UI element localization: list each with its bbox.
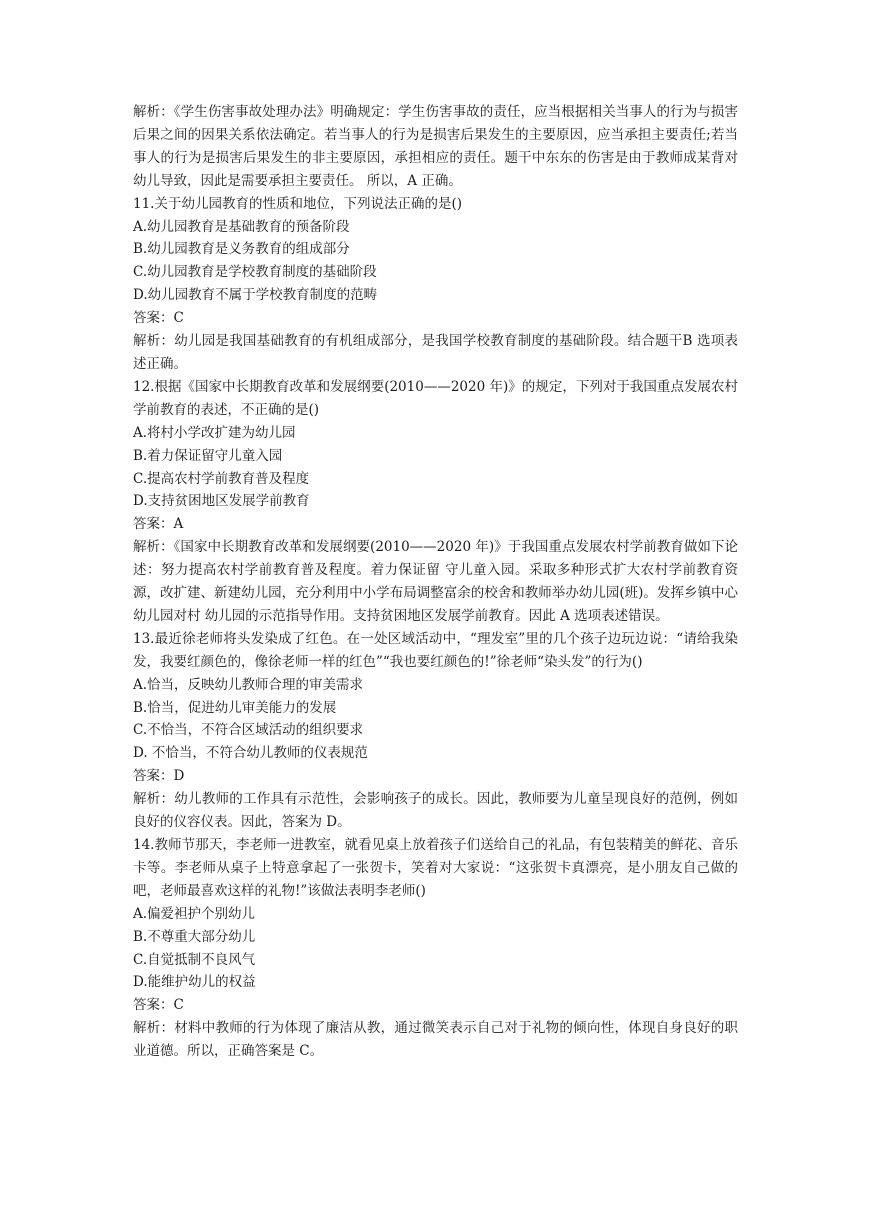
answer-option: A.将村小学改扩建为幼儿园 [133,424,296,441]
answer-option: A.偏爱袒护个别幼儿 [133,905,256,922]
answer-option: C.提高农村学前教育普及程度 [133,470,310,487]
answer-option: D.幼儿园教育不属于学校教育制度的范畴 [133,287,378,304]
answer-option: B.幼儿园教育是义务教育的组成部分 [133,241,350,258]
answer-option: B.恰当，促进幼儿审美能力的发展 [133,699,337,716]
answer-key: 答案：C [133,997,184,1014]
answer-option: C.幼儿园教育是学校教育制度的基础阶段 [133,264,377,281]
question-stem: 12.根据《国家中长期教育改革和发展纲要(2010——2020 年)》的规定，下列对于我国重点发展农村学前教育的表述，不正确的是() [133,378,738,418]
answer-option: C.不恰当，不符合区域活动的组织要求 [133,722,364,739]
answer-option: C.自觉抵制不良风气 [133,951,256,968]
answer-key: 答案：C [133,310,184,327]
question-stem: 14.教师节那天，李老师一进教室，就看见桌上放着孩子们送给自己的礼品，有包装精美的鲜花、音乐卡等。李老师从桌子上特意拿起了一张贺卡，笑着对大家说：“这张贺卡真漂亮，是小朋友自己做的吧，老师最喜欢这样的礼物!”该做法表明李老师() [133,837,738,899]
answer-option: D.能维护幼儿的权益 [133,974,256,991]
answer-option: D. 不恰当，不符合幼儿教师的仪表规范 [133,745,368,762]
answer-option: D.支持贫困地区发展学前教育 [133,493,310,510]
answer-key: 答案：A [133,516,184,533]
question-stem: 11.关于幼儿园教育的性质和地位，下列说法正确的是() [133,195,463,212]
analysis-paragraph: 解析：《学生伤害事故处理办法》明确规定：学生伤害事故的责任，应当根据相关当事人的行为与损害后果之间的因果关系依法确定。若当事人的行为是损害后果发生的主要原因，应当承担主要责任;若当事人的行为是损害后果发生的非主要原因，承担相应的责任。题干中东东的伤害是由于教师成某背对幼儿导致，因此是需要承担主要责任。 所以，A 正确。 [133,104,738,189]
answer-option: B.不尊重大部分幼儿 [133,928,256,945]
analysis-paragraph: 解析：材料中教师的行为体现了廉洁从教，通过微笑表示自己对于礼物的倾向性，体现自身良好的职业道德。所以，正确答案是 C。 [133,1020,738,1060]
answer-option: A.幼儿园教育是基础教育的预备阶段 [133,218,350,235]
answer-key: 答案：D [133,768,185,785]
question-stem: 13.最近徐老师将头发染成了红色。在一处区域活动中，“理发室”里的几个孩子边玩边说：“请给我染发，我要红颜色的，像徐老师一样的红色”“我也要红颜色的!”徐老师“染头发”的行为() [133,630,738,670]
analysis-paragraph: 解析：幼儿教师的工作具有示范性，会影响孩子的成长。因此，教师要为儿童呈现良好的范例，例如良好的仪容仪表。因此，答案为 D。 [133,791,738,831]
analysis-paragraph: 解析：幼儿园是我国基础教育的有机组成部分，是我国学校教育制度的基础阶段。结合题干B 选项表述正确。 [133,333,738,372]
document-page [133,101,738,1063]
answer-option: B.着力保证留守儿童入园 [133,447,283,464]
analysis-paragraph: 解析：《国家中长期教育改革和发展纲要(2010——2020 年)》于我国重点发展农村学前教育做如下论述：努力提高农村学前教育普及程度。着力保证留 守儿童入园。采取多种形式扩大农村学前教育资源，改扩建、新建幼儿园，充分利用中小学布局调整富余的校舍和教师举办幼儿园(班)。发挥乡镇中心幼儿园对村 幼儿园的示范指导作用。支持贫困地区发展学前教育。因此 A 选项表述错误。 [133,539,738,624]
answer-option: A.恰当，反映幼儿教师合理的审美需求 [133,676,364,693]
